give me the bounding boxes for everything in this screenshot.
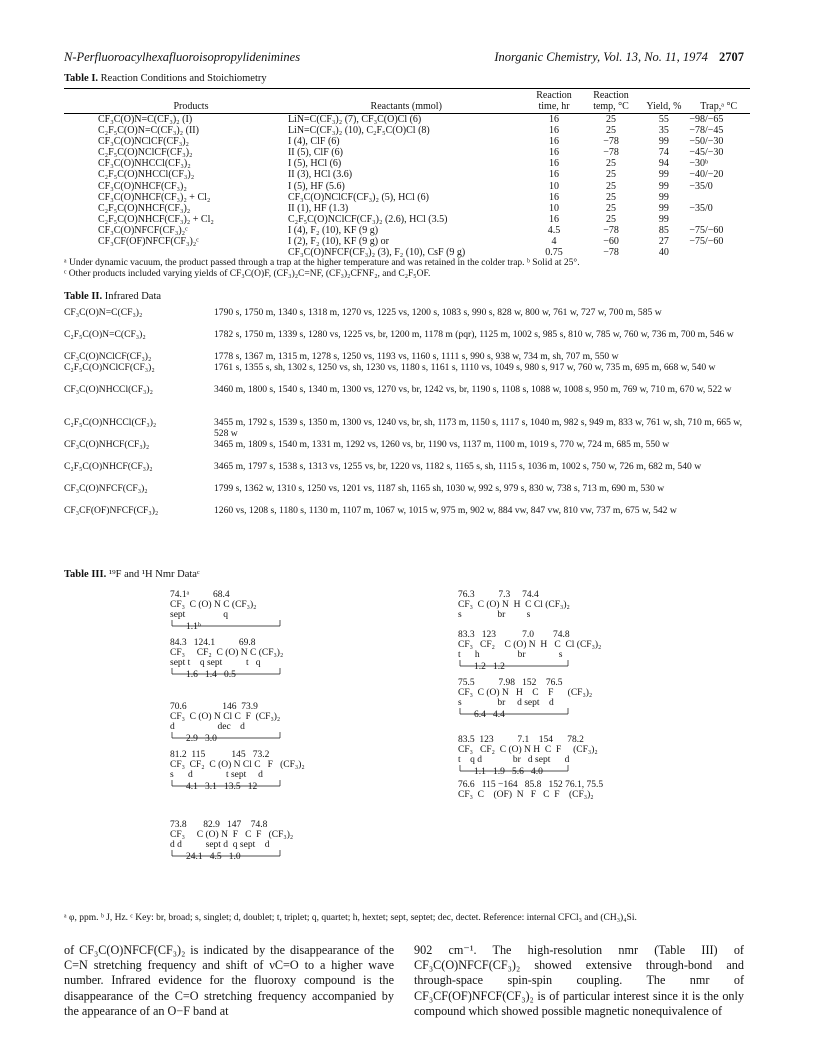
nmr-formula: CF₃ C (O) N H C Cl (CF₃)₂ [458, 600, 570, 610]
table3-title: ¹⁹F and ¹H Nmr Dataᶜ [108, 569, 200, 580]
nmr-structure [448, 676, 708, 720]
table1-row [64, 225, 750, 236]
journal-name: Inorganic Chemistry, Vol. 13, No. 11, 1974 [494, 50, 708, 64]
nmr-shifts: 73.8 82.9 147 74.8 [170, 820, 268, 830]
ir-bands: 3460 m, 1800 s, 1540 s, 1340 m, 1300 vs, 1270 vs, br, 1242 vs, br, 1190 s, 1108 s, 1088 w, 1008 s, 950 m, 769 w, 710 m, 670 w, 522 w [214, 384, 732, 395]
table2-caption [64, 291, 161, 302]
cell-temp: 25 [606, 202, 617, 214]
cell-trap: −45/−30 [689, 147, 724, 159]
table1-body [64, 114, 750, 259]
cell-time: 4 [551, 236, 557, 248]
cell-time: 16 [549, 213, 560, 225]
table1-row [64, 158, 750, 169]
nmr-multiplicity: d dec d [170, 722, 245, 732]
table3-footnote: ᵃ φ, ppm. ᵇ J, Hz. ᶜ Key: br, broad; s, singlet; d, doublet; t, triplet; q, quartet; h, hextet; sept, septet; dec, dectet. Reference: internal CFCl₃ and (CH₃)₄Si. [64, 913, 637, 923]
nmr-shifts: 76.3 7.3 74.4 [458, 590, 539, 600]
nmr-shifts: 84.3 124.1 69.8 [170, 638, 256, 648]
col-header-reactants: Reactants (mmol) [370, 100, 442, 112]
table3-caption [64, 569, 200, 580]
cell-time: 16 [549, 136, 560, 148]
nmr-coupling: 4.1 3.1 13.5 12 [186, 782, 258, 792]
nmr-structure [160, 818, 420, 862]
cell-trap: −75/−60 [689, 236, 724, 248]
nmr-multiplicity: t h br s [458, 650, 563, 660]
nmr-formula: CF₃ C (OF) N F C F (CF₃)₂ [458, 790, 594, 800]
table1-footnote-c: ᶜ Other products included varying yields of CF₃C(O)F, (CF₃)₂C=NF, (CF₃)₂CFNF₂, and C₂F₅OF. [64, 269, 431, 279]
cell-product: CF₃C(O)NHCCl(CF₃)₂ [98, 158, 191, 170]
nmr-structure [448, 778, 708, 818]
cell-temp: 25 [606, 125, 617, 137]
body-column-right: 902 cm⁻¹. The high-resolution nmr (Table III) of CF₃C(O)NFCF(CF₃)₂ showed extensive through-bond and through-space spin-spin coupling. The nmr of CF₃CF(OF)NFCF(CF₃)₂ is of particular interest since it is the only compound which showed possible magnetic nonequivalence of [414, 943, 744, 1018]
cell-yield: 99 [658, 202, 669, 214]
nmr-shifts: 81.2 115 145 73.2 [170, 750, 270, 760]
nmr-structure [448, 588, 708, 628]
cell-time: 16 [549, 169, 560, 181]
table1-row [64, 125, 750, 136]
cell-temp: 25 [606, 114, 617, 125]
table1-caption [64, 73, 267, 84]
cell-time: 16 [549, 191, 560, 203]
cell-trap [687, 247, 750, 258]
table2-label: Table II. [64, 291, 103, 302]
cell-yield: 99 [658, 180, 669, 192]
nmr-structure [448, 628, 708, 672]
cell-reactants: I (2), F₂ (10), KF (9 g) or [287, 236, 389, 248]
table3-label: Table III. [64, 569, 107, 580]
nmr-shifts: 76.6 115 −164 85.8 152 76.1, 75.5 [458, 780, 604, 790]
cell-trap [687, 192, 750, 203]
nmr-shifts: 70.6 146 73.9 [170, 702, 258, 712]
ir-compound: CF₃C(O)NHCF(CF₃)₂ [64, 439, 150, 450]
nmr-structure [160, 636, 420, 680]
ir-compound: C₂F₅C(O)NHCF(CF₃)₂ [64, 461, 153, 472]
cell-time: 16 [549, 147, 560, 159]
table1-label: Table I. [64, 73, 99, 84]
table1-row [64, 147, 750, 158]
nmr-formula: CF₃ CF₂ C (O) N H C F (CF₃)₂ [458, 745, 598, 755]
nmr-formula: CF₃ CF₂ C (O) N Cl C F (CF₃)₂ [170, 760, 305, 770]
table1-footnote-a: ᵃ Under dynamic vacuum, the product passed through a trap at the higher temperature and was retained in the colder trap. [64, 258, 525, 268]
cell-yield: 99 [658, 136, 669, 148]
page-number: 2707 [719, 50, 744, 64]
nmr-multiplicity: s d t sept d [170, 770, 263, 780]
cell-product: CF₃C(O)NHCF(CF₃)₂ + Cl₂ [98, 191, 211, 203]
ir-compound: CF₃CF(OF)NFCF(CF₃)₂ [64, 505, 159, 516]
cell-yield: 35 [658, 125, 669, 137]
cell-product: CF₃C(O)NFCF(CF₃)₂ᶜ [98, 224, 188, 236]
cell-product: C₂F₅C(O)NHCF(CF₃)₂ + Cl₂ [98, 213, 214, 225]
cell-product: C₂F₅C(O)NHCCl(CF₃)₂ [98, 169, 195, 181]
cell-product: CF₃C(O)NHCF(CF₃)₂ [98, 180, 187, 192]
cell-product: CF₃C(O)N=C(CF₃)₂ (I) [98, 114, 193, 125]
body-column-left: of CF₃C(O)NFCF(CF₃)₂ is indicated by the disappearance of the C=N stretching frequency and shift of νC=O to a higher wave number. Infrared evidence for the fluoroxy compound is the disappearance of the C=O stretching frequency accompanied by the appearance of an O−F band at [64, 943, 394, 1018]
col-header-temp: Reaction temp, °C [593, 90, 629, 112]
ir-compound: CF₃C(O)N=C(CF₃)₂ [64, 307, 143, 318]
ir-bands: 3455 m, 1792 s, 1539 s, 1350 m, 1300 vs, 1240 vs, br, sh, 1173 m, 1150 s, 1117 s, 1040 m, 982 s, 949 m, 833 w, 761 w, sh, 710 m, 665 w, 528 w [214, 417, 742, 439]
table1 [64, 88, 750, 258]
nmr-shifts: 74.1ᵃ 68.4 [170, 590, 230, 600]
ir-compound: CF₃C(O)NFCF(CF₃)₂ [64, 483, 148, 494]
nmr-shifts: 83.5 123 7.1 154 78.2 [458, 735, 584, 745]
ir-bands: 1799 s, 1362 w, 1310 s, 1250 vs, 1201 vs, 1187 sh, 1165 sh, 1030 w, 992 s, 979 s, 830 w, 738 s, 713 m, 690 m, 530 w [214, 483, 665, 494]
cell-temp: −78 [603, 136, 619, 148]
cell-yield: 99 [658, 191, 669, 203]
journal-citation [494, 50, 744, 65]
nmr-coupling: 24.1 4.5 1.0 [186, 852, 241, 862]
table1-row [64, 136, 750, 147]
cell-yield: 99 [658, 213, 669, 225]
col-header-trap: Trap,ᵃ °C [700, 100, 738, 112]
cell-trap [687, 214, 750, 225]
table1-footnotes [64, 258, 754, 280]
cell-time: 10 [549, 180, 560, 192]
nmr-shifts: 83.3 123 7.0 74.8 [458, 630, 570, 640]
nmr-structure [448, 733, 708, 777]
table1-row [64, 203, 750, 214]
table1-row [64, 214, 750, 225]
cell-reactants: C₂F₅C(O)NClCF(CF₃)₂ (2.6), HCl (3.5) [287, 213, 448, 225]
cell-temp: −78 [603, 247, 619, 259]
cell-temp: −78 [603, 147, 619, 159]
ir-bands: 1260 vs, 1208 s, 1180 s, 1130 m, 1107 m, 1067 w, 1015 w, 975 m, 902 w, 884 vw, 847 vw, 810 vw, 737 m, 675 w, 542 w [214, 505, 677, 516]
cell-yield: 85 [658, 224, 669, 236]
nmr-multiplicity: s br s [458, 610, 531, 620]
running-title: N-Perfluoroacylhexafluoroisopropylidenimines [64, 50, 301, 64]
nmr-coupling: 1.6 1.4 0.5 [186, 670, 236, 680]
cell-reactants: I (5), HCl (6) [287, 158, 342, 170]
cell-reactants: II (1), HF (1.3) [287, 202, 349, 214]
cell-product: CF₃C(O)NClCF(CF₃)₂ [98, 136, 190, 148]
cell-reactants: I (4), ClF (6) [287, 136, 340, 148]
col-header-time: Reaction time, hr [536, 90, 572, 112]
ir-bands: 1782 s, 1750 m, 1339 s, 1280 vs, 1225 vs, br, 1200 m, 1178 m (pqr), 1125 m, 1002 s, 985 s, 810 w, 785 w, 760 w, 736 m, 700 m, 546 w [214, 329, 734, 340]
nmr-formula: CF₃ CF₂ C (O) N C (CF₃)₂ [170, 648, 284, 658]
nmr-structure [160, 700, 420, 744]
cell-trap: −30ᵇ [689, 158, 709, 170]
nmr-coupling: 6.4 4.4 [474, 710, 505, 720]
nmr-coupling: 1.1 1.9 5.6 4.0 [474, 767, 543, 777]
ir-bands: 1761 s, 1355 s, sh, 1302 s, 1250 vs, sh, 1230 vs, 1180 s, 1161 s, 1110 vs, 1049 s, 980 s, 917 w, 760 w, 735 m, 695 m, 668 w, 540 w [214, 362, 716, 373]
cell-product: C₂F₅C(O)NClCF(CF₃)₂ [98, 147, 193, 159]
cell-reactants: I (4), F₂ (10), KF (9 g) [287, 224, 379, 236]
ir-compound: CF₃C(O)NClCF(CF₃)₂ [64, 351, 152, 362]
cell-reactants: LiN=C(CF₃)₂ (10), C₂F₅C(O)Cl (8) [287, 125, 430, 137]
nmr-formula: CF₃ C (O) N C (CF₃)₂ [170, 600, 257, 610]
cell-trap: −75/−60 [689, 224, 724, 236]
cell-reactants: II (5), ClF (6) [287, 147, 343, 159]
nmr-multiplicity: t q d br d sept d [458, 755, 570, 765]
nmr-multiplicity: d d sept d q sept d [170, 840, 270, 850]
cell-trap: −40/−20 [689, 169, 724, 181]
ir-bands: 3465 m, 1797 s, 1538 s, 1313 vs, 1255 vs, br, 1220 vs, 1182 s, 1165 s, sh, 1115 s, 1036 m, 1002 s, 750 w, 726 m, 682 m, 540 w [214, 461, 702, 472]
cell-temp: 25 [606, 180, 617, 192]
ir-bands: 1778 s, 1367 m, 1315 m, 1278 s, 1250 vs, 1193 vs, 1160 s, 1111 s, 990 s, 938 w, 734 m, sh, 707 m, 550 w [214, 351, 619, 362]
cell-time: 16 [549, 125, 560, 137]
table1-title: Reaction Conditions and Stoichiometry [100, 73, 267, 84]
ir-compound: CF₃C(O)NHCCl(CF₃)₂ [64, 384, 153, 395]
col-header-yield: Yield, % [646, 100, 682, 112]
cell-reactants: CF₃C(O)NFCF(CF₃)₂ (3), F₂ (10), CsF (9 g) [287, 247, 466, 259]
cell-yield: 27 [658, 236, 669, 248]
cell-reactants: II (3), HCl (3.6) [287, 169, 353, 181]
nmr-formula: CF₃ C (O) N Cl C F (CF₃)₂ [170, 712, 281, 722]
cell-yield: 99 [658, 169, 669, 181]
ir-compound: C₂F₅C(O)N=C(CF₃)₂ [64, 329, 146, 340]
cell-temp: 25 [606, 213, 617, 225]
cell-trap: −35/0 [689, 180, 713, 192]
cell-reactants: I (5), HF (5.6) [287, 180, 345, 192]
table1-row [64, 192, 750, 203]
cell-temp: 25 [606, 169, 617, 181]
cell-yield: 94 [658, 158, 669, 170]
cell-trap: −98/−65 [689, 114, 724, 125]
cell-trap: −78/−45 [689, 125, 724, 137]
ir-bands: 1790 s, 1750 m, 1340 s, 1318 m, 1270 vs, 1225 vs, 1200 s, 1083 s, 990 s, 828 w, 800 w, 761 w, 727 w, 700 m, 585 w [214, 307, 662, 318]
nmr-multiplicity: s br d sept d [458, 698, 554, 708]
cell-time: 16 [549, 158, 560, 170]
nmr-formula: CF₃ CF₂ C (O) N H C Cl (CF₃)₂ [458, 640, 602, 650]
nmr-multiplicity: sept q [170, 610, 229, 620]
nmr-structure [160, 748, 420, 792]
nmr-coupling: 1.2 1.2 [474, 662, 505, 672]
nmr-multiplicity: sept t q sept t q [170, 658, 261, 668]
cell-product: C₂F₅C(O)N=C(CF₃)₂ (II) [98, 125, 199, 137]
cell-time: 0.75 [545, 247, 563, 259]
ir-compound: C₂F₅C(O)NHCCl(CF₃)₂ [64, 417, 157, 428]
table1-header-row [64, 89, 750, 114]
cell-trap: −50/−30 [689, 136, 724, 148]
nmr-coupling: 2.9 3.0 [186, 734, 217, 744]
cell-temp: 25 [606, 158, 617, 170]
cell-temp: 25 [606, 191, 617, 203]
nmr-coupling: 1.1ᵇ [186, 622, 201, 632]
nmr-structure [160, 588, 420, 632]
nmr-formula: CF₃ C (O) N F C F (CF₃)₂ [170, 830, 294, 840]
cell-trap: −35/0 [689, 202, 713, 214]
ir-bands: 3465 m, 1809 s, 1540 m, 1331 m, 1292 vs, 1260 vs, br, 1190 vs, 1137 m, 1100 m, 1019 s, 770 w, 724 m, 685 m, 550 w [214, 439, 670, 450]
table1-row [64, 114, 750, 126]
cell-temp: −78 [603, 224, 619, 236]
nmr-shifts: 75.5 7.98 152 76.5 [458, 678, 563, 688]
col-header-products: Products [173, 100, 209, 112]
cell-product: C₂F₅C(O)NHCF(CF₃)₂ [98, 202, 191, 214]
cell-time: 16 [549, 114, 560, 125]
cell-yield: 55 [658, 114, 669, 125]
cell-time: 10 [549, 202, 560, 214]
cell-reactants: CF₃C(O)NClCF(CF₃)₂ (5), HCl (6) [287, 191, 429, 203]
table2-title: Infrared Data [104, 291, 162, 302]
cell-product: CF₃CF(OF)NFCF(CF₃)₂ᶜ [98, 236, 199, 248]
table1-row [64, 236, 750, 247]
cell-product [64, 247, 286, 258]
ir-compound: C₂F₅C(O)NClCF(CF₃)₂ [64, 362, 155, 373]
cell-temp: −60 [603, 236, 619, 248]
table1-row [64, 169, 750, 180]
cell-time: 4.5 [547, 224, 561, 236]
table1-row [64, 181, 750, 192]
nmr-formula: CF₃ C (O) N H C F (CF₃)₂ [458, 688, 593, 698]
cell-yield: 40 [658, 247, 669, 259]
cell-yield: 74 [658, 147, 669, 159]
table1-footnote-b: ᵇ Solid at 25°. [526, 258, 580, 268]
cell-reactants: LiN=C(CF₃)₂ (7), CF₃C(O)Cl (6) [287, 114, 422, 125]
table1-row [64, 247, 750, 258]
